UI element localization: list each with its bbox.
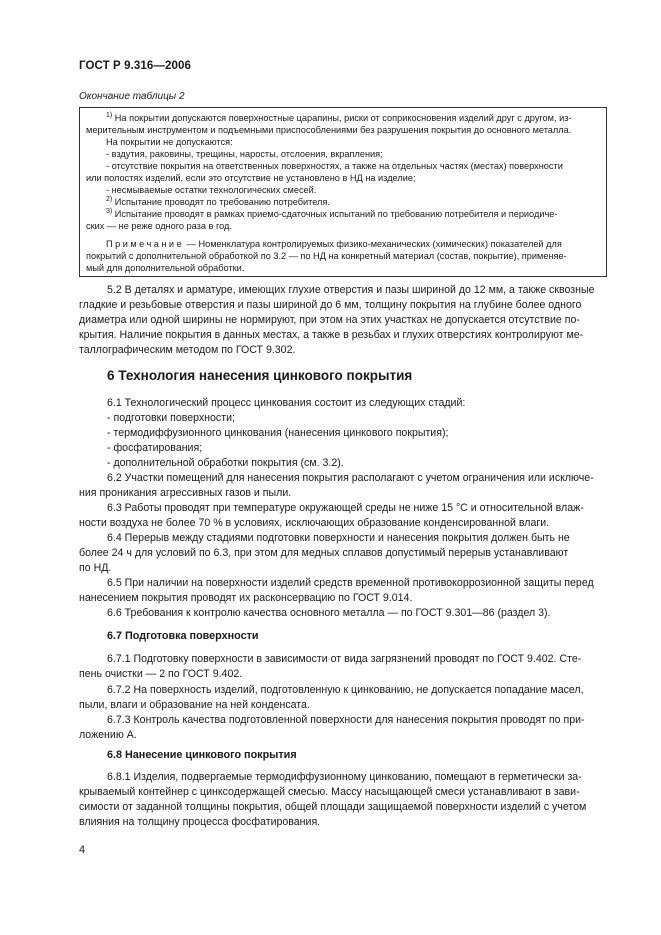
para-6-8-1-line-3: симости от заданной толщины покрытия, общей площади защищаемой поверхности изделий с учетом bbox=[79, 801, 587, 813]
table-note-line-a: Примечание — Номенклатура контролируемых физико-механических (химических) показателей для bbox=[106, 239, 562, 249]
section-6-title: 6 Технология нанесения цинкового покрытия bbox=[107, 368, 413, 383]
page-number: 4 bbox=[79, 844, 86, 856]
footnote-2: $^{2)}$ Испытание проводят по требованию потребителя. bbox=[106, 195, 330, 207]
para-6-2-line-1: 6.2 Участки помещений для нанесения покрытия располагают с учетом ограничения или исключе- bbox=[107, 472, 594, 484]
para-6-4-line-3: по НД. bbox=[79, 562, 112, 574]
para-6-8-1-line-1: 6.8.1 Изделия, подвергаемые термодиффузионному цинкованию, помещают в герметически за- bbox=[107, 771, 582, 783]
para-6-7-1-line-1: 6.7.1 Подготовку поверхности в зависимости от вида загрязнений проводят по ГОСТ 9.402. Сте- bbox=[107, 653, 582, 665]
para-5-2-line-4: крытия. Наличие покрытия в данных местах, а также в резьбах и глухих отверстиях контролируют ме- bbox=[79, 329, 584, 341]
para-6-5-line-2: нанесением покрытия проводят их расконсервацию по ГОСТ 9.014. bbox=[79, 592, 413, 604]
para-6-8-1-line-2: крываемый контейнер с цинксодержащей смесью. Массу насыщающей смеси устанавливают в зави- bbox=[79, 786, 580, 798]
footnote-1-line-b: мерительным инструментом и подъемными приспособлениями без разрушения покрытия до основного металла. bbox=[86, 125, 572, 135]
footnote-3-line-a: $^{3)}$ Испытание проводят в рамках приемо-сдаточных испытаний по требованию потребителя и периодиче- bbox=[106, 207, 558, 219]
para-6-1-line-5: - дополнительной обработки покрытия (см. 3.2). bbox=[107, 457, 344, 469]
para-6-1-line-3: - термодиффузионного цинкования (нанесения цинкового покрытия); bbox=[107, 427, 449, 439]
footnote-1-line-e: - отсутствие покрытия на ответственных поверхностях, а также на отдельных частях (местах) поверхности bbox=[106, 161, 563, 171]
para-5-2-line-3: диаметра или одной ширины не нормируют, при этом на этих участках не допускается отсутствие по- bbox=[79, 314, 580, 326]
para-5-2-line-1: 5.2 В деталях и арматуре, имеющих глухие отверстия и пазы шириной до 12 мм, а также сквозные bbox=[107, 284, 595, 296]
para-5-2-line-2: гладкие и резьбовые отверстия и пазы шириной до 6 мм, толщину покрытия на глубине более одного bbox=[79, 299, 582, 311]
para-6-3-line-2: ности воздуха не более 70 % в условиях, исключающих образование конденсированной влаги. bbox=[79, 517, 550, 529]
table-note-line-b: покрытий с дополнительной обработкой по 3.2 — по НД на конкретный материал (состав, покрытие), применяе- bbox=[86, 251, 567, 261]
footnote-1-line-f: или полостях изделий, если это отсутствие не установлено в НД на изделие; bbox=[86, 173, 416, 183]
footnote-1-line-d: - вздутия, раковины, трещины, наросты, отслоения, вкрапления; bbox=[106, 149, 383, 159]
para-6-7-2-line-2: пыли, влаги и образование на ней конденсата. bbox=[79, 699, 310, 711]
section-6-8-title: 6.8 Нанесение цинкового покрытия bbox=[107, 749, 297, 761]
table-note-line-c: мый для дополнительной обработки. bbox=[86, 263, 245, 273]
para-5-2-line-5: таллографическим методом по ГОСТ 9.302. bbox=[79, 344, 296, 356]
note-label: Примечание bbox=[106, 239, 185, 249]
table-caption: Окончание таблицы 2 bbox=[79, 91, 185, 102]
para-6-6: 6.6 Требования к контролю качества основного металла — по ГОСТ 9.301—86 (раздел 3). bbox=[107, 607, 551, 619]
para-6-7-2-line-1: 6.7.2 На поверхность изделий, подготовленную к цинкованию, не допускается попадание масел, bbox=[107, 684, 584, 696]
section-6-7-title: 6.7 Подготовка поверхности bbox=[107, 630, 259, 642]
table-footnotes-box bbox=[79, 107, 607, 277]
para-6-2-line-2: ния проникания агрессивных газов и пыли. bbox=[79, 487, 292, 499]
standard-header: ГОСТ Р 9.316—2006 bbox=[79, 60, 191, 72]
footnote-1-line-a: $^{1)}$ На покрытии допускаются поверхностные царапины, риски от соприкосновения изделий друг с другом, из- bbox=[106, 111, 572, 123]
para-6-4-line-1: 6.4 Перерыв между стадиями подготовки поверхности и нанесения покрытия должен быть не bbox=[107, 532, 570, 544]
para-6-7-1-line-2: пень очистки — 2 по ГОСТ 9.402. bbox=[79, 668, 243, 680]
para-6-4-line-2: более 24 ч для условий по 6.3, при этом для медных сплавов допустимый перерыв устанавливают bbox=[79, 547, 569, 559]
para-6-7-3-line-2: ложению А. bbox=[79, 729, 137, 741]
footnote-3-line-b: ских — не реже одного раза в год. bbox=[86, 221, 232, 231]
para-6-5-line-1: 6.5 При наличии на поверхности изделий средств временной противокоррозионной защиты перед bbox=[107, 577, 594, 589]
para-6-1-line-1: 6.1 Технологический процесс цинкования состоит из следующих стадий: bbox=[107, 397, 466, 409]
para-6-8-1-line-4: влияния на толщину процесса фосфатирования. bbox=[79, 816, 321, 828]
para-6-3-line-1: 6.3 Работы проводят при температуре окружающей среды не ниже 15 °С и относительной влаж- bbox=[107, 502, 584, 514]
footnote-1-line-g: - несмываемые остатки технологических смесей. bbox=[106, 185, 317, 195]
para-6-1-line-4: - фосфатирования; bbox=[107, 442, 203, 454]
para-6-1-line-2: - подготовки поверхности; bbox=[107, 412, 235, 424]
para-6-7-3-line-1: 6.7.3 Контроль качества подготовленной поверхности для нанесения покрытия проводят по при- bbox=[107, 714, 585, 726]
footnote-1-line-c: На покрытии не допускаются: bbox=[106, 137, 233, 147]
